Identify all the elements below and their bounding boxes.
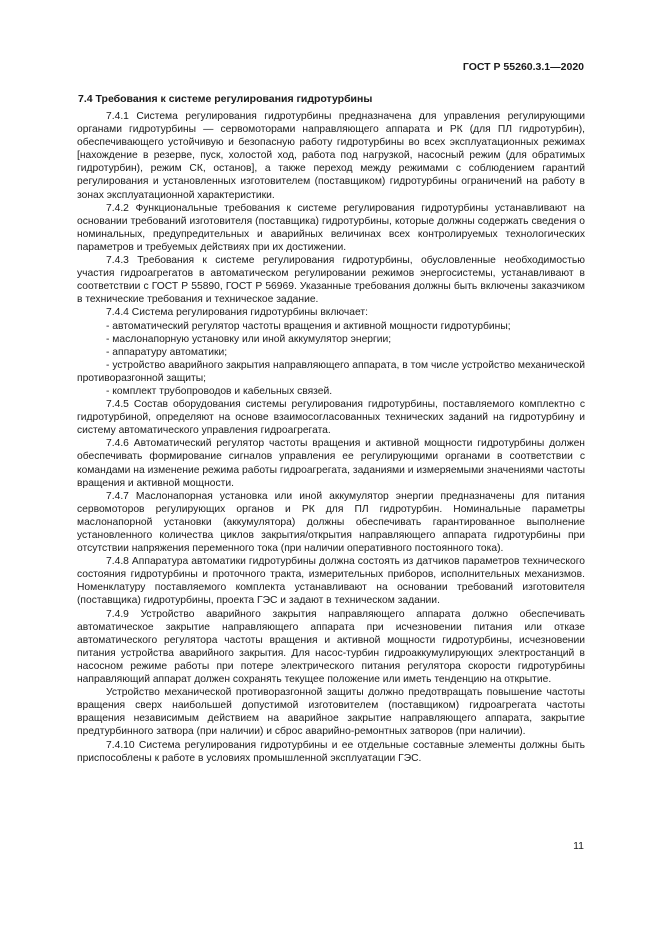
section-title: 7.4 Требования к системе регулирования гидротурбины <box>78 93 373 105</box>
paragraph-7-4-6: 7.4.6 Автоматический регулятор частоты вращения и активной мощности гидротурбины должен обеспечивать формирование сигналов управления ее регулирующими органами в соответствии с командами на изменение режима работы гидроагрегата, заданиями и измеряемыми значениями частоты вращения и активной мощности. <box>77 438 585 489</box>
paragraph-7-4-5: 7.4.5 Состав оборудования системы регулирования гидротурбины, поставляемого комплектно с гидротурбиной, определяют на основе взаимосогласованных технических заданий на гидротурбину и систему автоматического управления гидроагрегата. <box>77 399 585 437</box>
paragraph-7-4-9: 7.4.9 Устройство аварийного закрытия направляющего аппарата должно обеспечивать автоматическое закрытие направляющего аппарата при исчезновении питания или отказе автоматического регулятора частоты вращения и активной мощности гидротурбины, исчезновении питания устройства аварийного закрытия. Для насос-турбин гидроаккумулирующих электростанций в насосном режиме работы при потере электрического питания регулятора скорости гидротурбины направляющий аппарат должен сохранять текущее положение или иметь тенденцию на открытие. <box>77 608 585 686</box>
list-item-automation: - аппаратуру автоматики; <box>106 346 228 358</box>
paragraph-7-4-2: 7.4.2 Функциональные требования к системе регулирования гидротурбины устанавливают на основании требований изготовителя (поставщика) гидротурбины, которые должны содержать сведения о номинальных, предупредительных и аварийных величинах всех контролируемых технологических параметров и требуемых действиях при их достижении. <box>77 202 585 253</box>
paragraph-7-4-3: 7.4.3 Требования к системе регулирования гидротурбины, обусловленные необходимостью участия гидроагрегатов в автоматическом регулировании режимов энергосистемы, устанавливают в соответствии с ГОСТ Р 55890, ГОСТ Р 56969. Указанные требования должны быть включены заказчиком в технические требования и техническое задание. <box>77 255 585 306</box>
paragraph-overspeed-protection: Устройство механической противоразгонной защиты должно предотвращать повышение частоты вращения сверх наибольшей допустимой изготовителем (поставщиком) гидроагрегата частоты вращения независимым действием на аварийное закрытие направляющего аппарата, закрытие предтурбинного затвора (при наличии) и сброс аварийно-ремонтных затворов (при наличии). <box>77 687 585 738</box>
paragraph-7-4-1: 7.4.1 Система регулирования гидротурбины предназначена для управления регулирующими органами гидротурбины — сервомоторами направляющего аппарата и РК (для ПЛ гидротурбин), обеспечивающего устойчивую и безопасную работу гидротурбины во всех эксплуатационных режимах [нахождение в резерве, пуск, холостой ход, работа под нагрузкой, насосный режим (для обратимых гидротурбин), режим СК, останов], а также переход между режимами с соблюдением гарантий регулирования и установленных изготовителем (поставщиком) гидротурбины ограничений на работу в зонах эксплуатационной характеристики. <box>77 111 585 201</box>
list-item-emergency-closing: - устройство аварийного закрытия направляющего аппарата, в том числе устройство механической противоразгонной защиты; <box>77 359 585 384</box>
paragraph-7-4-4: 7.4.4 Система регулирования гидротурбины включает: <box>106 307 368 319</box>
document-body <box>77 110 585 765</box>
paragraph-7-4-7: 7.4.7 Маслонапорная установка или иной аккумулятор энергии предназначены для питания сервомоторов регулирующих органов и РК для ПЛ гидротурбин. Номинальные параметры маслонапорной установки (аккумулятора) должны обеспечивать гарантированное выполнение установленного количества циклов закрытия/открытия направляющего аппарата гидротурбины при отсутствии напряжения переменного тока (при наличии оперативного постоянного тока). <box>77 490 585 555</box>
paragraph-7-4-10: 7.4.10 Система регулирования гидротурбины и ее отдельные составные элементы должны быть приспособлены к работе в условиях промышленной эксплуатации ГЭС. <box>77 739 585 764</box>
paragraph-7-4-8: 7.4.8 Аппаратура автоматики гидротурбины должна состоять из датчиков параметров технического состояния гидротурбины и проточного тракта, измерительных приборов, исполнительных механизмов. Номенклатуру поставляемого комплекта устанавливают на основании требований изготовителя (поставщика) гидротурбины, проекта ГЭС и задают в техническом задании. <box>77 556 585 607</box>
page-number: 11 <box>573 840 584 852</box>
list-item-oil-pressure-unit: - маслонапорную установку или иной аккумулятор энергии; <box>106 333 392 345</box>
document-header: ГОСТ Р 55260.3.1—2020 <box>462 61 584 73</box>
list-item-regulator: - автоматический регулятор частоты вращения и активной мощности гидротурбины; <box>106 320 511 332</box>
list-item-pipelines: - комплект трубопроводов и кабельных связей. <box>106 385 333 397</box>
